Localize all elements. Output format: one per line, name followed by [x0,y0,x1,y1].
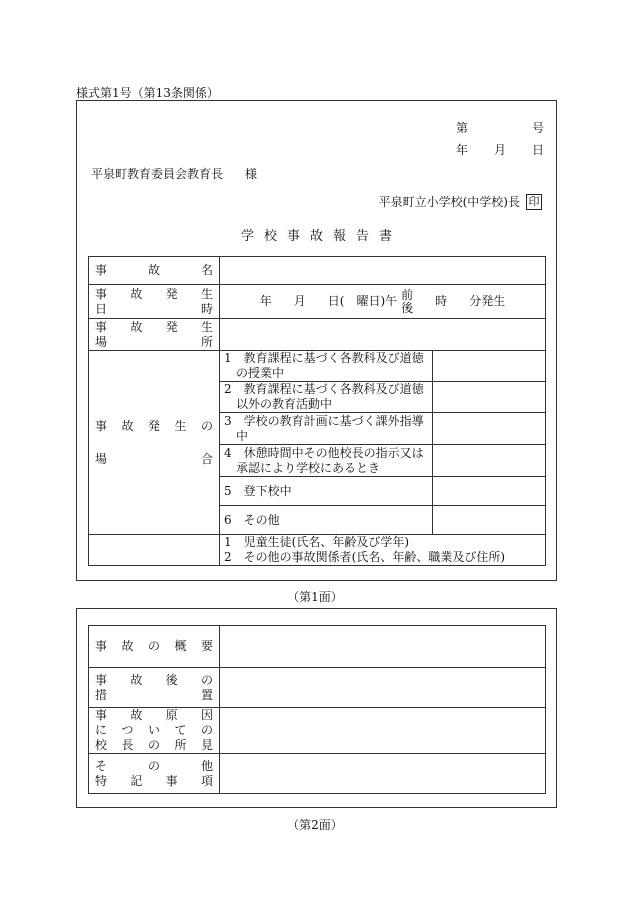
label-char: 後 [165,672,178,687]
label-char: に [95,723,108,737]
label-char: の [200,418,213,433]
label-char: の [147,639,160,653]
seal-icon: 印 [526,194,542,210]
place-label [89,319,220,351]
table-row [89,754,546,794]
label-char: 所 [174,738,187,752]
label-char: 長 [121,738,134,752]
ampm-marker: 前 後 [401,287,414,315]
sender [379,193,542,210]
table-row [89,668,546,708]
label-char: 事 [95,286,108,301]
label-char: 発 [165,286,178,301]
label-char: 置 [200,687,213,702]
label-char: 故 [130,319,143,334]
summary-field[interactable] [220,626,546,668]
label-char: 他 [200,758,213,773]
label-char: 故 [130,708,143,722]
condition-3-check[interactable] [433,413,546,445]
condition-2-check[interactable] [433,382,546,413]
label-char: 故 [130,286,143,301]
face-label-2: （第2面） [287,818,343,832]
condition-5: 5 登下校中 [220,477,433,506]
label-char: 項 [200,773,213,788]
form-number: 様式第1号（第13条関係） [76,86,219,100]
label-char: 生 [200,286,213,301]
label-char: 日 [95,301,108,316]
label-char: 事 [95,263,108,277]
table-row [89,535,546,566]
page-title: 学校事故報告書 [240,229,402,244]
label-char: 生 [200,319,213,334]
addressee-suffix: 様 [245,167,258,181]
label-char: 場 [95,334,108,349]
addressee [91,165,257,182]
other-notes-field[interactable] [220,754,546,794]
condition-6: 6 その他 [220,506,433,535]
label-char: 原 [165,708,178,722]
label-char: 概 [174,639,187,653]
label-char: の [200,672,213,687]
after-measures-label [89,668,220,708]
condition-5-check[interactable] [433,477,546,506]
report-table-page-2 [88,625,546,794]
face-label-1: （第1面） [287,590,343,604]
day-label: 日 [531,143,544,157]
datetime-label [89,285,220,319]
condition-1: 1 教育課程に基づく各教科及び道徳 の授業中 [220,351,433,382]
place-field[interactable] [220,319,546,351]
label-char: 記 [130,773,143,788]
label-char: 因 [200,708,213,722]
condition-4-check[interactable] [433,445,546,477]
label-char: の [147,738,160,752]
label-char: 要 [200,639,213,653]
table-row [89,319,546,351]
label-char: 事 [95,639,108,653]
report-date-line [456,141,544,158]
summary-label [89,626,220,668]
table-row [89,285,546,319]
label-char: 事 [95,319,108,334]
condition-2: 2 教育課程に基づく各教科及び道徳 以外の教育活動中 [220,382,433,413]
label-char: 事 [95,672,108,687]
table-row [89,351,546,382]
label-char: 措 [95,687,108,702]
accident-name-field[interactable] [220,257,546,285]
addressee-name: 平泉町教育委員会教育長 [91,167,224,181]
label-char: 故 [130,672,143,687]
label-char: 見 [200,738,213,752]
label-char: 事 [165,773,178,788]
situation-label [89,351,220,535]
label-char: の [200,723,213,737]
label-char: 所 [200,334,213,349]
label-char: 校 [95,738,108,752]
label-char: 故 [121,639,134,653]
label-char: い [147,723,160,737]
label-char: 場 [95,451,108,466]
label-char: そ [95,758,108,773]
label-char: て [174,723,187,737]
datetime-field[interactable]: 年 月 日( 曜日)午 前 後 時 分発生 [220,285,546,319]
table-row [89,626,546,668]
sender-name: 平泉町立小学校(中学校)長 [378,195,520,209]
label-char: 生 [174,418,187,433]
label-char: 特 [95,773,108,788]
label-char: 合 [200,451,213,466]
label-char: 発 [147,418,160,433]
cause-opinion-field[interactable] [220,708,546,754]
condition-4: 4 休憩時間中その他校長の指示又は 承認により学校にあるとき [220,445,433,477]
label-char: 故 [121,418,134,433]
accident-name-label [89,257,220,285]
cause-opinion-label [89,708,220,754]
condition-3: 3 学校の教育計画に基づく課外指導 中 [220,413,433,445]
table-row [89,708,546,754]
year-label: 年 [456,143,469,157]
label-char: 名 [200,263,213,277]
go-label: 号 [531,121,544,135]
report-table-page-1 [88,256,546,566]
month-label: 月 [493,143,506,157]
persons-spacer [89,535,220,566]
other-notes-label [89,754,220,794]
label-char: 故 [147,263,160,277]
report-number-line [456,119,544,136]
label-char: つ [121,723,134,737]
page-1-sheet [76,100,557,581]
label-char: の [147,758,160,773]
page-2-sheet [76,608,557,808]
after-measures-field[interactable] [220,668,546,708]
condition-6-check[interactable] [433,506,546,535]
dai-label: 第 [456,121,469,135]
label-char: 発 [165,319,178,334]
label-char: 時 [200,301,213,316]
label-char: 事 [95,708,108,722]
table-row [89,257,546,285]
persons-field[interactable]: 1 児童生徒(氏名、年齢及び学年) 2 その他の事故関係者(氏名、年齢、職業及び住所) [220,535,546,566]
condition-1-check[interactable] [433,351,546,382]
label-char: 事 [95,418,108,433]
